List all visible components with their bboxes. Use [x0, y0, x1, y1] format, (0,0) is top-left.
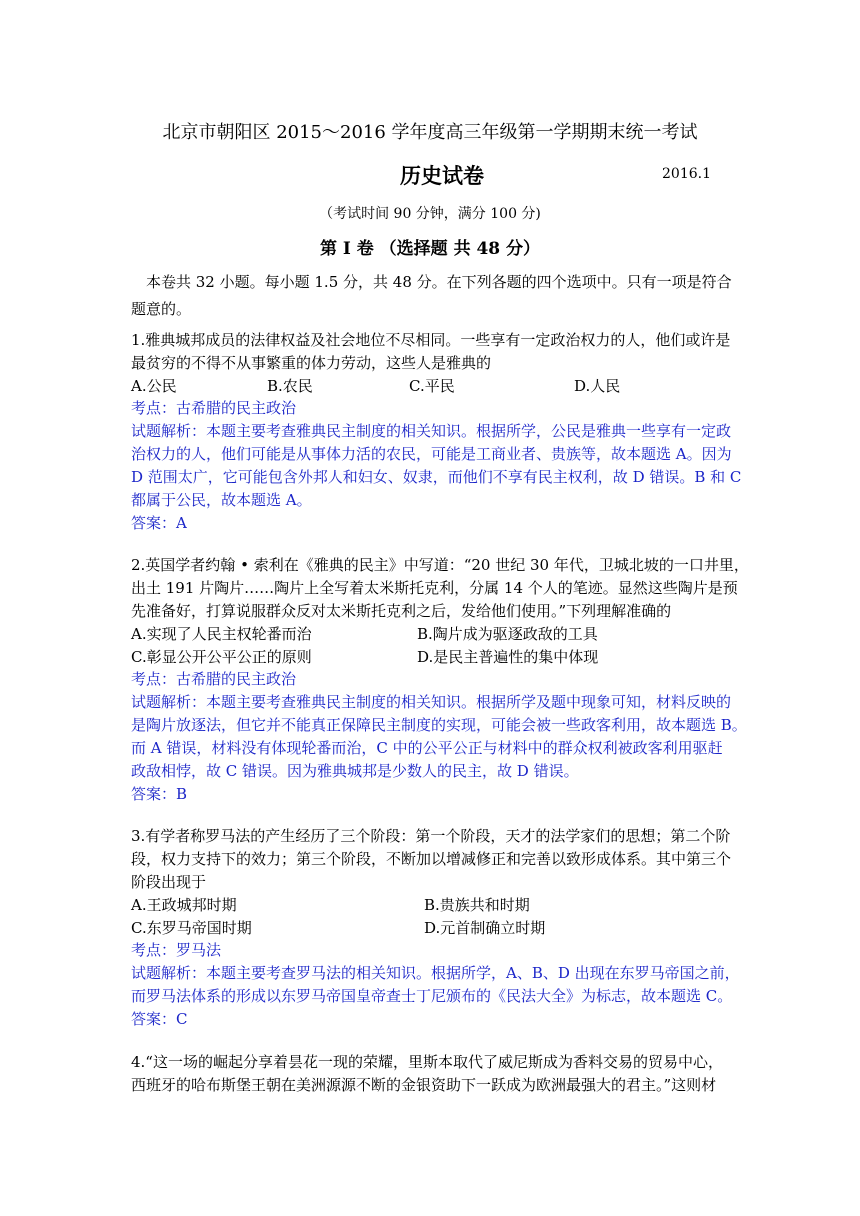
analysis-line: 治权力的人，他们可能是从事体力活的农民，可能是工商业者、贵族等，故本题选 A。因为 — [131, 445, 732, 463]
analysis-line: 而 A 错误，材料没有体现轮番而治，C 中的公平公正与材料中的群众权利被政客利用驱赶 — [131, 739, 723, 757]
option-b: B.陶片成为驱逐政敌的工具 — [417, 625, 598, 643]
knowledge-point: 考点：罗马法 — [131, 941, 222, 959]
section-heading: 第 I 卷 （选择题 共 48 分） — [319, 239, 541, 259]
intro-line: 题意的。 — [131, 300, 192, 318]
option-b: B.农民 — [267, 377, 313, 395]
answer: 答案：C — [131, 1010, 188, 1028]
question-stem: 最贫穷的不得不从事繁重的体力劳动，这些人是雅典的 — [131, 354, 492, 372]
option-c: C.平民 — [409, 377, 455, 395]
question-stem: 段，权力支持下的效力；第三个阶段，不断加以增减修正和完善以致形成体系。其中第三个 — [131, 850, 732, 868]
option-a: A.王政城邦时期 — [131, 896, 237, 914]
question-stem: 2.英国学者约翰 • 索利在《雅典的民主》中写道：“20 世纪 30 年代，卫城北坡的一口井里， — [131, 556, 749, 574]
knowledge-point: 考点：古希腊的民主政治 — [131, 399, 297, 417]
option-a: A.公民 — [131, 377, 177, 395]
option-d: D.是民主普遍性的集中体现 — [417, 648, 599, 666]
option-c: C.东罗马帝国时期 — [131, 919, 252, 937]
question-stem: 先准备好，打算说服群众反对太米斯托克利之后，发给他们使用。”下列理解准确的 — [131, 602, 672, 620]
analysis-line: 是陶片放逐法，但它并不能真正保障民主制度的实现，可能会被一些政客利用，故本题选 B。 — [131, 716, 747, 734]
option-b: B.贵族共和时期 — [424, 896, 530, 914]
exam-note: （考试时间 90 分钟，满分 100 分) — [319, 206, 541, 222]
answer: 答案：B — [131, 785, 188, 803]
question-stem: 1.雅典城邦成员的法律权益及社会地位不尽相同。一些享有一定政治权力的人，他们或许是 — [131, 331, 731, 349]
analysis-line: 试题解析：本题主要考查雅典民主制度的相关知识。根据所学，公民是雅典一些享有一定政 — [131, 422, 732, 440]
subject-title: 历史试卷 — [400, 163, 484, 188]
option-d: D.人民 — [574, 377, 621, 395]
analysis-line: D 范围太广，它可能包含外邦人和妇女、奴隶，而他们不享有民主权利，故 D 错误。B 和 C — [131, 468, 742, 486]
analysis-line: 而罗马法体系的形成以东罗马帝国皇帝查士丁尼颁布的《民法大全》为标志，故本题选 C。 — [131, 987, 733, 1005]
option-d: D.元首制确立时期 — [424, 919, 546, 937]
analysis-line: 试题解析：本题主要考查雅典民主制度的相关知识。根据所学及题中现象可知，材料反映的 — [131, 693, 732, 711]
option-a: A.实现了人民主权轮番而治 — [131, 625, 312, 643]
question-stem: 阶段出现于 — [131, 873, 207, 891]
exam-title: 北京市朝阳区 2015～2016 学年度高三年级第一学期期末统一考试 — [162, 122, 698, 143]
question-stem: 出土 191 片陶片……陶片上全写着太米斯托克利，分属 14 个人的笔迹。显然这些陶片是预 — [131, 579, 738, 597]
analysis-line: 试题解析：本题主要考查罗马法的相关知识。根据所学，A、B、D 出现在东罗马帝国之前， — [131, 964, 740, 982]
exam-date: 2016.1 — [662, 166, 711, 182]
question-stem: 4.“这一场的崛起分享着昙花一现的荣耀，里斯本取代了威尼斯成为香料交易的贸易中心， — [131, 1053, 723, 1071]
analysis-line: 政敌相悖，故 C 错误。因为雅典城邦是少数人的民主，故 D 错误。 — [131, 762, 579, 780]
knowledge-point: 考点：古希腊的民主政治 — [131, 670, 297, 688]
analysis-line: 都属于公民，故本题选 A。 — [131, 491, 312, 509]
question-stem: 3.有学者称罗马法的产生经历了三个阶段：第一个阶段，天才的法学家们的思想；第二个阶 — [131, 827, 731, 845]
option-c: C.彰显公开公平公正的原则 — [131, 648, 312, 666]
intro-line: 本卷共 32 小题。每小题 1.5 分，共 48 分。在下列各题的四个选项中。只有一项是符合 — [146, 273, 732, 291]
answer: 答案：A — [131, 514, 187, 532]
question-stem: 西班牙的哈布斯堡王朝在美洲源源不断的金银资助下一跃成为欧洲最强大的君主。”这则材 — [131, 1076, 717, 1094]
